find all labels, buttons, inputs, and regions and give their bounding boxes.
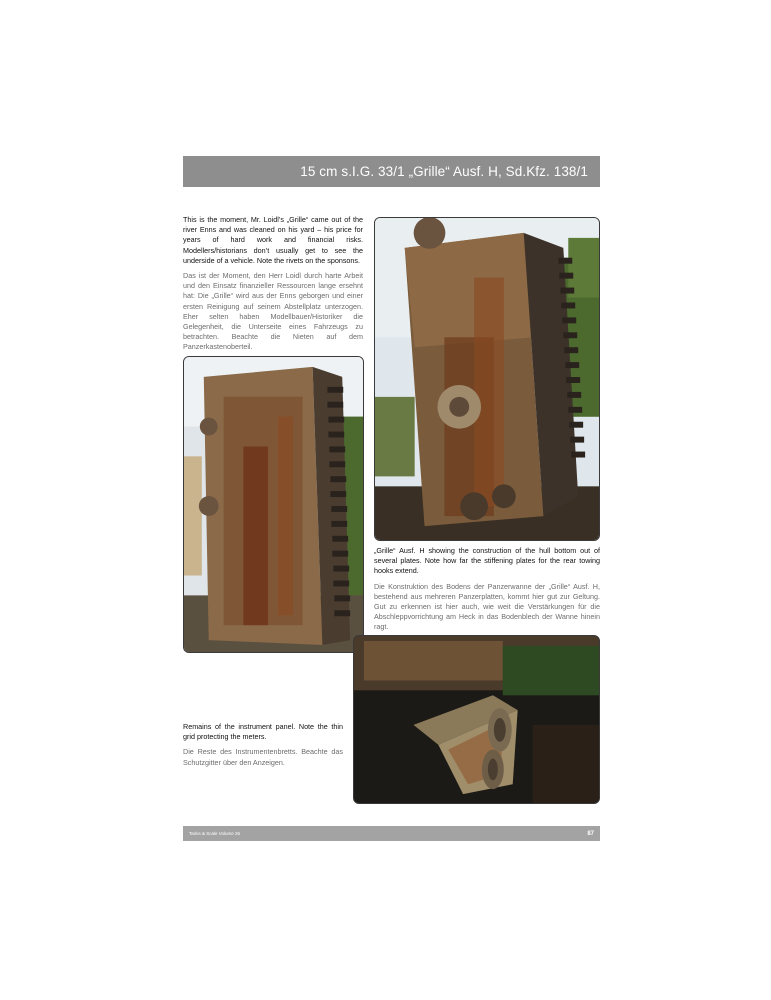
page-title: 15 cm s.I.G. 33/1 „Grille“ Ausf. H, Sd.Kfz. 138/1 — [300, 164, 588, 179]
caption-panel — [183, 722, 343, 768]
caption-intro-en: This is the moment, Mr. Loidl’s „Grille“ came out of the river Enns and was cleaned on his yard – his price for years of hard work and financial risks. Modellers/historians don’t usually get to see the underside of a vehicle. Note the rivets on the sponsons. — [183, 215, 363, 265]
page-header — [183, 156, 600, 187]
photo-vehicle-side-image — [184, 357, 363, 652]
page-number: 87 — [587, 830, 594, 837]
photo-instrument-panel — [353, 635, 600, 804]
photo-instrument-panel-image — [354, 636, 599, 803]
photo-hull-underside — [374, 217, 600, 541]
caption-panel-en: Remains of the instrument panel. Note the thin grid protecting the meters. — [183, 722, 343, 742]
caption-hull-en: „Grille“ Ausf. H showing the construction of the hull bottom out of several plates. Note how far the stiffening plates for the rear towing hooks extend. — [374, 546, 600, 576]
photo-vehicle-side — [183, 356, 364, 653]
photo-hull-underside-image — [375, 218, 599, 540]
caption-hull — [374, 546, 600, 633]
caption-panel-de: Die Reste des Instrumentenbretts. Beachte das Schutzgitter über den Anzeigen. — [183, 747, 343, 767]
caption-hull-de: Die Konstruktion des Bodens der Panzerwanne der „Grille“ Ausf. H, bestehend aus mehreren Panzerplatten, kommt hier gut zur Geltung. Gut zu erkennen ist hier auch, wie weit die Verstärkungen für die Abschleppvorrichtung am Heck in das Bodenblech der Wanne hinein ragt. — [374, 581, 600, 632]
footer-publication: Tanks & Scale Volume 26 — [189, 831, 241, 836]
caption-intro-de: Das ist der Moment, den Herr Loidl durch harte Arbeit und den Einsatz finanzieller Ressourcen lange ersehnt hat: Die „Grille“ wird aus der Enns geborgen und einer ersten Reinigung auf seinem Abstellplatz unterzogen. Eher selten haben Modellbauer/Historiker die Gelegenheit, die Unterseite eines Fahrzeugs zu betrachten. Beachte die Nieten auf dem Panzerkastenoberteil. — [183, 271, 363, 352]
page-footer — [183, 826, 600, 841]
caption-intro — [183, 215, 363, 353]
